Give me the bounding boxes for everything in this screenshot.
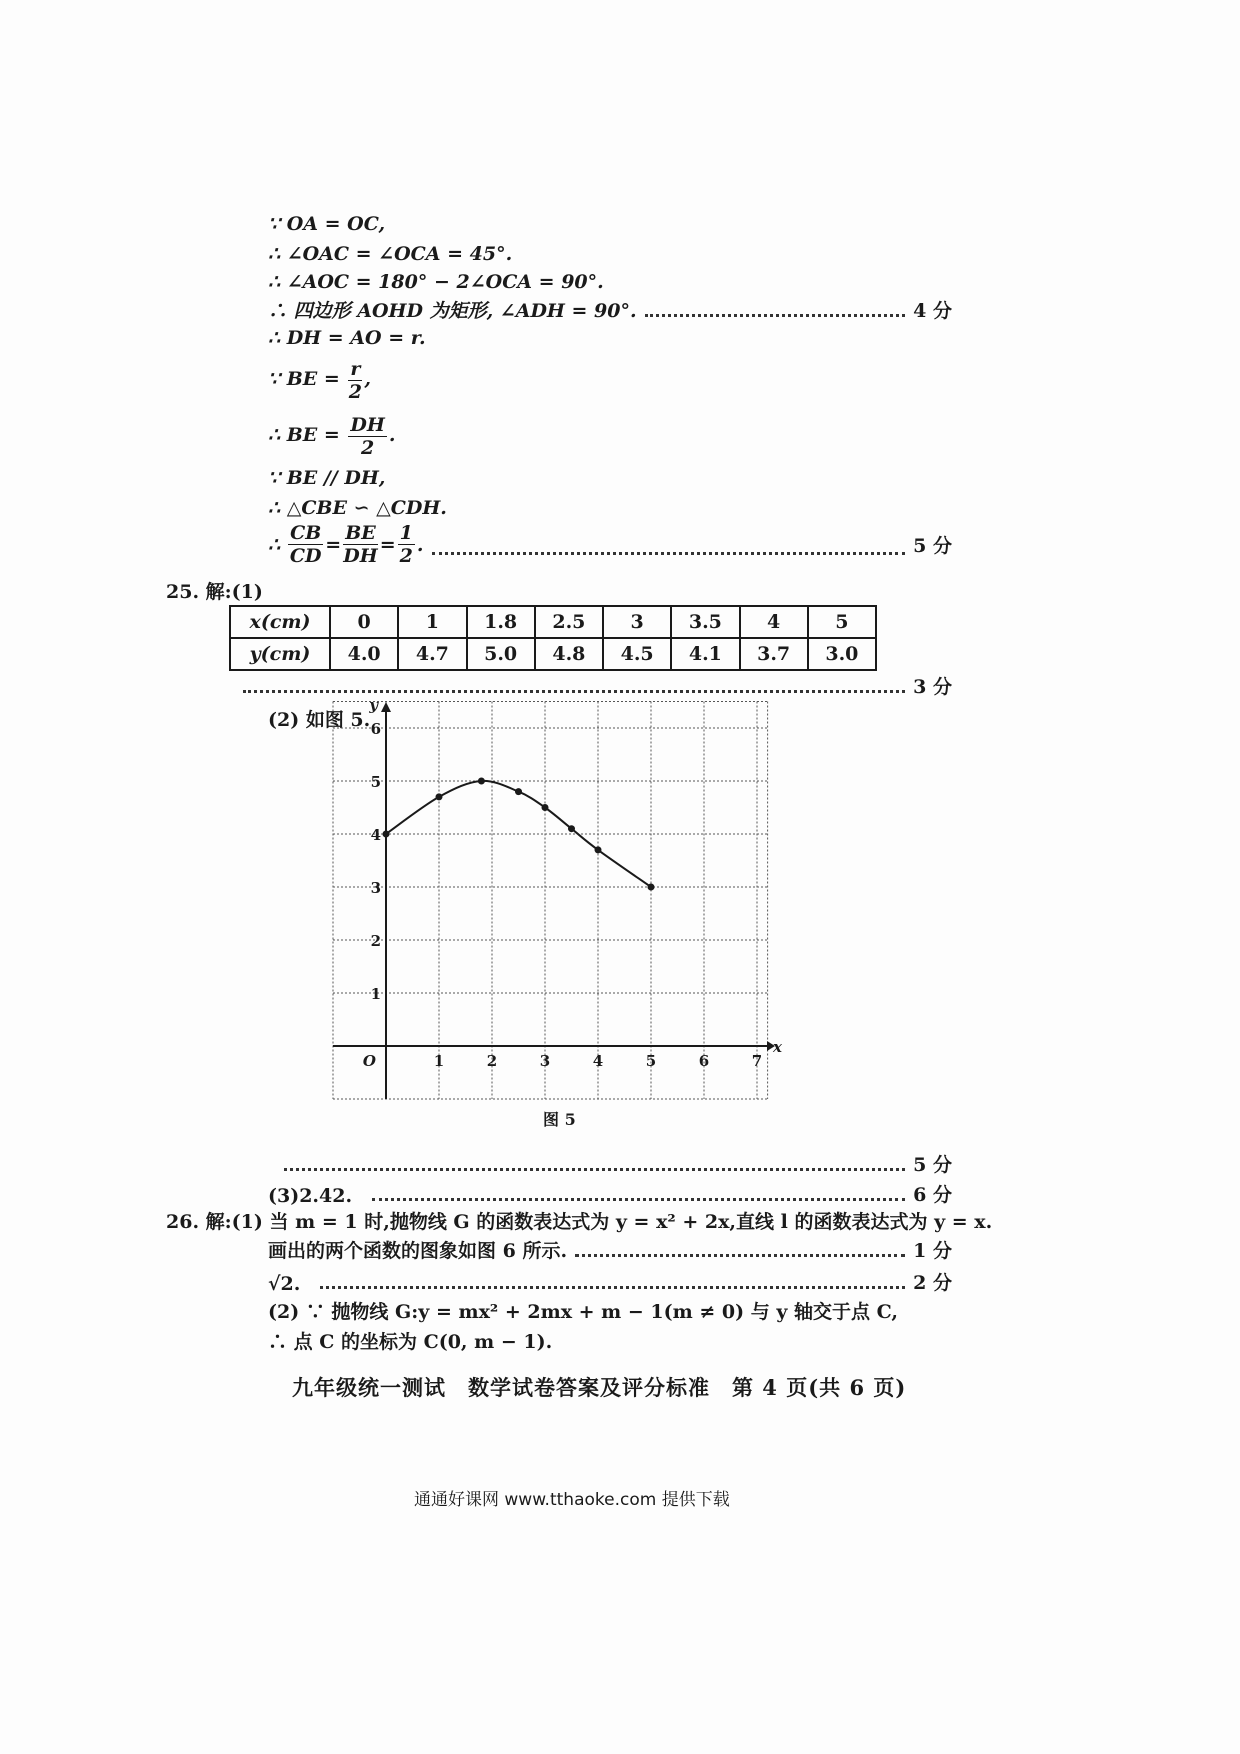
data-table [229, 605, 877, 671]
q26-line-5: ∴ 点 C 的坐标为 C(0, m − 1). [268, 1331, 553, 1353]
fraction-numerator: CB [290, 522, 322, 544]
proof-line-3: ∴ ∠AOC = 180° − 2∠OCA = 90°. [268, 271, 604, 293]
data-point [478, 778, 485, 785]
q26-line-4: (2) ∵ 抛物线 G:y = mx² + 2mx + m − 1(m ≠ 0) 与 y 轴交于点 C, [268, 1301, 899, 1323]
data-point [595, 846, 602, 853]
fraction [343, 522, 378, 567]
y-axis-arrow [381, 702, 391, 712]
y-tick-label: 4 [370, 826, 381, 844]
dotted-leader [645, 314, 906, 317]
dotted-leader [575, 1254, 905, 1257]
score-label: 6 分 [913, 1184, 952, 1206]
score-label: 3 分 [913, 676, 952, 698]
source-credit: 通通好课网 www.tthaoke.com 提供下载 [414, 1490, 730, 1510]
proof-line-5: ∴ DH = AO = r. [268, 327, 426, 349]
x-tick-label: 1 [433, 1052, 445, 1070]
proof-line-7-prefix: ∴ BE = [268, 424, 340, 446]
table-cell: 4.0 [330, 638, 398, 670]
proof-line-7 [268, 412, 395, 459]
table-cell: 5 [808, 606, 876, 638]
score-label: 5 分 [913, 535, 952, 557]
punctuation: , [364, 368, 372, 390]
page-footer-title: 九年级统一测试 数学试卷答案及评分标准 第 4 页(共 6 页) [292, 1375, 907, 1400]
y-tick-label: 1 [370, 985, 381, 1003]
part2-score-row [284, 1150, 952, 1177]
fraction [398, 522, 415, 567]
data-point [568, 825, 575, 832]
table-cell: 4.5 [603, 638, 671, 670]
x-tick-label: 3 [539, 1052, 551, 1070]
table-cell: 0 [330, 606, 398, 638]
data-point [542, 804, 549, 811]
table-row [230, 606, 876, 638]
x-axis-label: x [773, 1038, 782, 1056]
table-header-cell: y(cm) [230, 638, 330, 670]
y-axis-label: y [369, 696, 378, 714]
q26-line-3-row [268, 1268, 952, 1295]
dotted-leader [284, 1168, 905, 1171]
proof-line-2: ∴ ∠OAC = ∠OCA = 45°. [268, 243, 513, 265]
data-point [648, 884, 655, 891]
dotted-leader [432, 552, 906, 555]
score-label: 5 分 [913, 1154, 952, 1176]
part3-answer: (3)2.42. [268, 1185, 353, 1207]
punctuation: . [388, 424, 396, 446]
origin-label: O [362, 1052, 376, 1070]
dotted-leader [372, 1198, 905, 1201]
chart-grid [333, 702, 768, 1100]
fraction [348, 358, 362, 403]
x-tick-label: 4 [592, 1052, 604, 1070]
proof-line-8: ∵ BE // DH, [268, 467, 386, 489]
q26-line-2: 画出的两个函数的图象如图 6 所示. [268, 1240, 568, 1262]
fraction-denominator: 2 [361, 436, 375, 459]
x-tick-label: 7 [751, 1052, 763, 1070]
part3-row [268, 1180, 952, 1207]
table-cell: 1.8 [467, 606, 535, 638]
fraction-denominator: 2 [399, 545, 413, 567]
punctuation: . [416, 533, 424, 556]
proof-line-10-row [268, 522, 952, 567]
x-tick-label: 2 [486, 1052, 498, 1070]
equals-sign: = [379, 533, 396, 556]
score-label: 4 分 [913, 300, 952, 322]
dotted-leader [243, 690, 905, 693]
fraction-denominator: CD [289, 545, 322, 567]
y-tick-label: 2 [370, 932, 381, 950]
y-tick-label: 5 [370, 773, 381, 791]
table-row [230, 638, 876, 670]
fraction [288, 522, 323, 567]
figure-5-chart [326, 696, 816, 1102]
table-cell: 5.0 [467, 638, 535, 670]
table-cell: 3 [603, 606, 671, 638]
fraction-denominator: 2 [348, 380, 363, 403]
figure-caption: 图 5 [543, 1110, 576, 1129]
fraction-numerator: 1 [399, 522, 413, 544]
q26-line-2-row [268, 1236, 952, 1263]
q25-heading: 25. 解:(1) [166, 581, 263, 603]
proof-line-4-row [268, 296, 952, 323]
table-cell: 4 [740, 606, 808, 638]
fraction-numerator: r [350, 357, 361, 380]
score-label: 1 分 [913, 1240, 952, 1262]
proof-line-1: ∵ OA = OC, [268, 213, 386, 235]
equals-sign: = [325, 533, 342, 556]
therefore-symbol: ∴ [268, 533, 281, 556]
y-tick-label: 3 [370, 879, 381, 897]
chart-tick-labels [363, 696, 783, 1070]
data-point [515, 788, 522, 795]
table-score-row [243, 672, 952, 699]
table-cell: 3.0 [808, 638, 876, 670]
table-cell: 4.8 [535, 638, 603, 670]
table-cell: 2.5 [535, 606, 603, 638]
proof-line-9: ∴ △CBE ∽ △CDH. [268, 497, 447, 519]
fraction-numerator: DH [350, 413, 385, 436]
table-cell: 3.5 [671, 606, 739, 638]
fraction [348, 414, 386, 459]
proof-line-6-prefix: ∵ BE = [268, 368, 340, 390]
x-tick-label: 6 [698, 1052, 710, 1070]
data-point [436, 793, 443, 800]
y-tick-label: 6 [370, 720, 381, 738]
x-tick-label: 5 [645, 1052, 657, 1070]
proof-line-6 [268, 356, 371, 403]
data-point [383, 831, 390, 838]
q26-line-1: 26. 解:(1) 当 m = 1 时,抛物线 G 的函数表达式为 y = x² + 2x,直线 l 的函数表达式为 y = x. [166, 1211, 993, 1233]
dotted-leader [320, 1286, 905, 1289]
table-cell: 3.7 [740, 638, 808, 670]
fraction-denominator: DH [343, 545, 378, 567]
q25-part2-label: (2) 如图 5. [268, 709, 371, 731]
table-cell: 4.7 [398, 638, 466, 670]
table-header-cell: x(cm) [230, 606, 330, 638]
q26-line-3: √2. [268, 1273, 301, 1295]
fraction-numerator: BE [345, 522, 376, 544]
table-cell: 1 [398, 606, 466, 638]
proof-line-4: ∴ 四边形 AOHD 为矩形, ∠ADH = 90°. [268, 300, 637, 322]
score-label: 2 分 [913, 1272, 952, 1294]
chart-axes [333, 702, 775, 1099]
table-cell: 4.1 [671, 638, 739, 670]
